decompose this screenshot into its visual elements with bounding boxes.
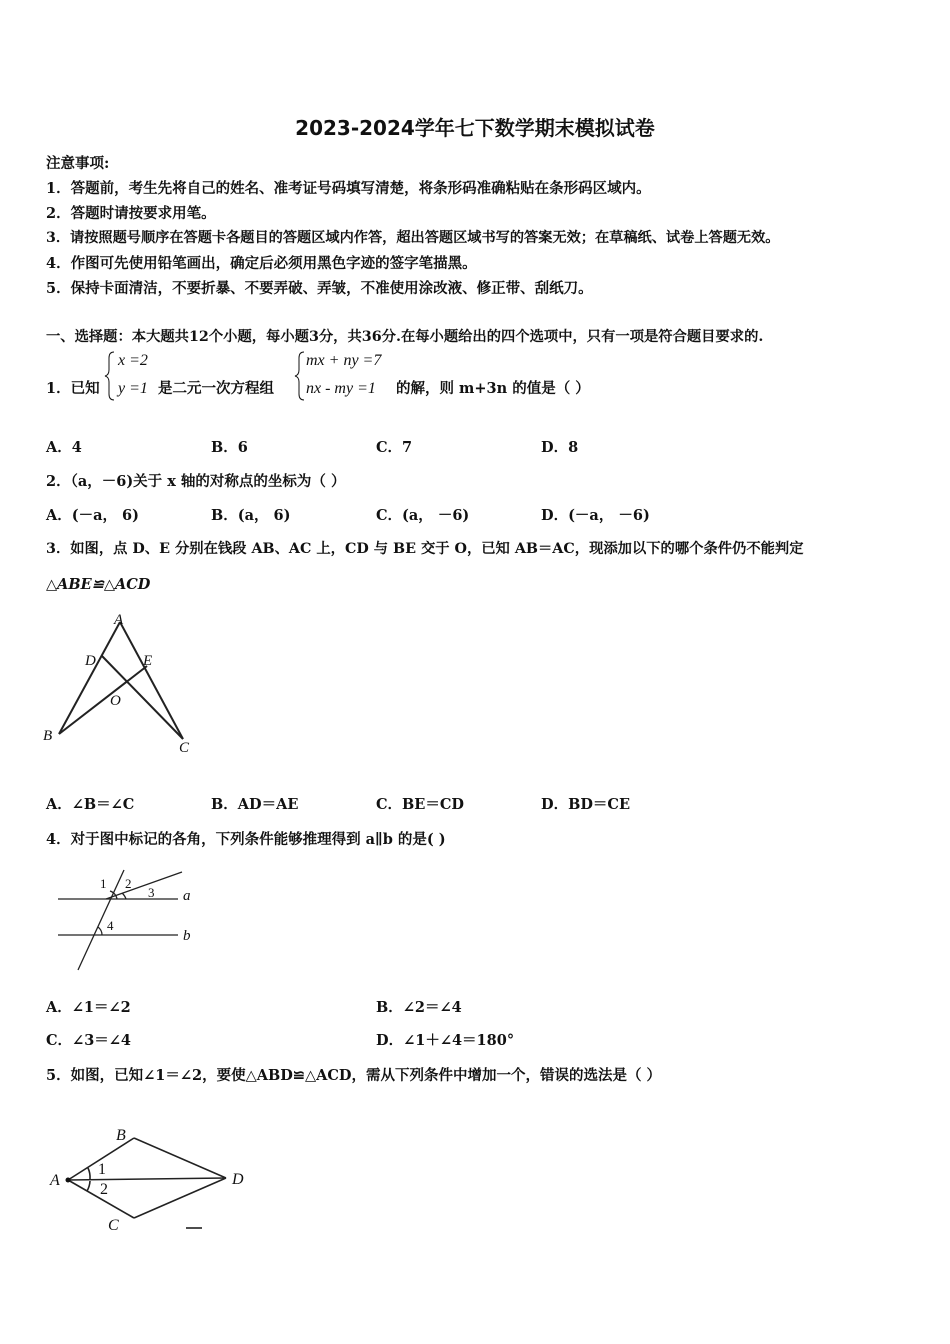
q1-brace-2	[294, 350, 306, 402]
q4-label: a	[183, 888, 191, 904]
q1-option-d[interactable]: D．8	[541, 439, 579, 456]
q2-option-b[interactable]: B．(a， 6)	[211, 507, 291, 524]
notice-item: 3．请按照题号顺序在答题卡各题目的答题区域内作答，超出答题区域书写的答案无效；在草稿纸、试卷上答题无效。	[46, 230, 780, 246]
q1-brace-1	[104, 350, 116, 402]
q3-label: A	[114, 612, 124, 628]
q1-mid: 是二元一次方程组	[158, 380, 274, 397]
q2-stem: 2．（a，－6)关于 x 轴的对称点的坐标为（ ）	[46, 473, 346, 490]
notice-heading: 注意事项:	[46, 155, 110, 172]
q5-figure	[44, 1118, 264, 1233]
q4-label: b	[183, 928, 191, 944]
q1-sys1-eq2: y =1	[118, 380, 148, 397]
q3-option-d[interactable]: D．BD＝CE	[541, 796, 630, 813]
q5-label: C	[108, 1217, 119, 1233]
q1-option-c[interactable]: C．7	[376, 439, 413, 456]
q1-suffix: 的解，则 m+3n 的值是（ ）	[396, 380, 590, 397]
q5-label: 2	[100, 1181, 108, 1198]
q4-figure	[50, 860, 210, 975]
q3-stem-line1: 3．如图，点 D、E 分别在钱段 AB、AC 上，CD 与 BE 交于 O，已知 AB＝AC，现添加以下的哪个条件仍不能判定	[46, 541, 804, 557]
section-heading: 一、选择题：本大题共12个小题，每小题3分，共36分.在每小题给出的四个选项中，只有一项是符合题目要求的.	[46, 329, 764, 345]
q2-option-a[interactable]: A．(－a， 6)	[46, 507, 140, 524]
q1-sys2-eq1: mx + ny =7	[306, 352, 382, 369]
notice-item: 2．答题时请按要求用笔。	[46, 205, 216, 222]
q1-sys1-eq1: x =2	[118, 352, 148, 369]
q2-option-d[interactable]: D．(－a， －6)	[541, 507, 650, 524]
q4-option-a[interactable]: A．∠1＝∠2	[46, 999, 131, 1016]
q4-option-d[interactable]: D．∠1＋∠4＝180°	[376, 1032, 515, 1049]
q4-option-b[interactable]: B．∠2＝∠4	[376, 999, 462, 1016]
q3-label: C	[179, 740, 190, 756]
q5-label: 1	[98, 1161, 106, 1178]
q5-label: A	[50, 1172, 60, 1189]
q1-option-b[interactable]: B．6	[211, 439, 248, 456]
notice-item: 4．作图可先使用铅笔画出，确定后必须用黑色字迹的签字笔描黑。	[46, 255, 477, 272]
q3-option-a[interactable]: A．∠B＝∠C	[46, 796, 135, 813]
q4-stem: 4．对于图中标记的各角，下列条件能够推理得到 a∥b 的是( )	[46, 831, 446, 848]
q3-option-b[interactable]: B．AD＝AE	[211, 796, 299, 813]
q3-label: O	[110, 693, 121, 709]
q4-label: 3	[148, 885, 155, 900]
q1-option-a[interactable]: A．4	[46, 439, 82, 456]
q4-label: 4	[107, 918, 114, 933]
q2-option-c[interactable]: C．(a， －6)	[376, 507, 470, 524]
notice-item: 1．答题前，考生先将自己的姓名、准考证号码填写清楚，将条形码准确粘贴在条形码区域内。	[46, 180, 651, 197]
notice-item: 5．保持卡面清洁，不要折暴、不要弄破、弄皱，不准使用涂改液、修正带、刮纸刀。	[46, 280, 593, 297]
q3-stem-line2: △ABE≌△ACD	[46, 576, 151, 593]
q4-label: 1	[100, 876, 107, 891]
q3-label: D	[85, 653, 96, 669]
q5-label: B	[116, 1127, 126, 1144]
q5-stem: 5．如图，已知∠1＝∠2，要使△ABD≌△ACD，需从下列条件中增加一个，错误的选法是（ ）	[46, 1067, 662, 1084]
q3-figure	[40, 612, 200, 757]
q3-label: B	[43, 728, 53, 744]
q4-label: 2	[125, 876, 132, 891]
page-title: 2023-2024学年七下数学期末模拟试卷	[295, 116, 655, 140]
q1-sys2-eq2: nx - my =1	[306, 380, 376, 397]
q1-prefix: 1．已知	[46, 380, 100, 397]
q3-label: E	[143, 653, 153, 669]
q4-option-c[interactable]: C．∠3＝∠4	[46, 1032, 132, 1049]
q3-option-c[interactable]: C．BE＝CD	[376, 796, 464, 813]
q5-label: D	[232, 1171, 244, 1188]
